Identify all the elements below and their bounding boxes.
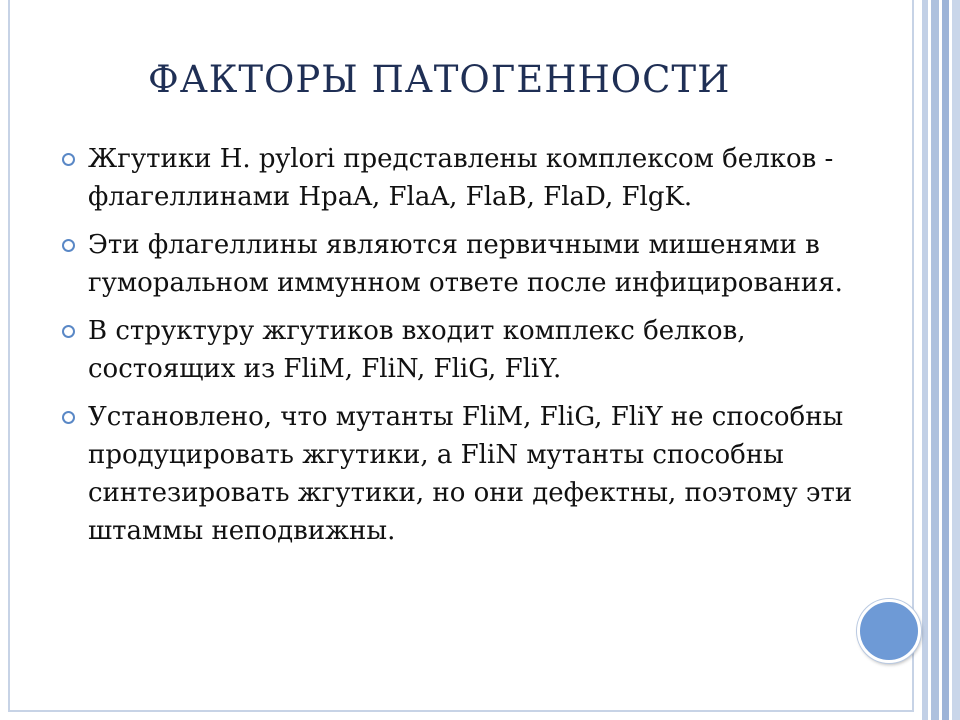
list-item — [62, 312, 862, 388]
ring-bullet-icon — [62, 325, 75, 338]
right-decorative-stripes — [918, 0, 960, 720]
slide-title: ФАКТОРЫ ПАТОГЕННОСТИ — [148, 58, 731, 101]
bullet-text: В структуру жгутиков входит комплекс белков, состоящих из FliM, FliN, FliG, FliY. — [88, 316, 746, 384]
list-item — [62, 226, 862, 302]
ring-bullet-icon — [62, 153, 75, 166]
bullet-text: Установлено, что мутанты FliM, FliG, FliY не способны продуцировать жгутики, а FliN мутанты способны синтезировать жгутики, но они дефектны, поэтому эти штаммы неподвижны. — [88, 402, 853, 546]
blue-circle-icon — [857, 599, 921, 663]
bullet-text: Жгутики H. pylori представлены комплексом белков - флагеллинами HpaA, FlaA, FlaB, FlaD, FlgK. — [88, 144, 834, 212]
bullet-list — [62, 140, 862, 560]
list-item — [62, 398, 862, 550]
ring-bullet-icon — [62, 411, 75, 424]
ring-bullet-icon — [62, 239, 75, 252]
list-item — [62, 140, 862, 216]
bullet-text: Эти флагеллины являются первичными мишенями в гуморальном иммунном ответе после инфицирования. — [88, 230, 843, 298]
